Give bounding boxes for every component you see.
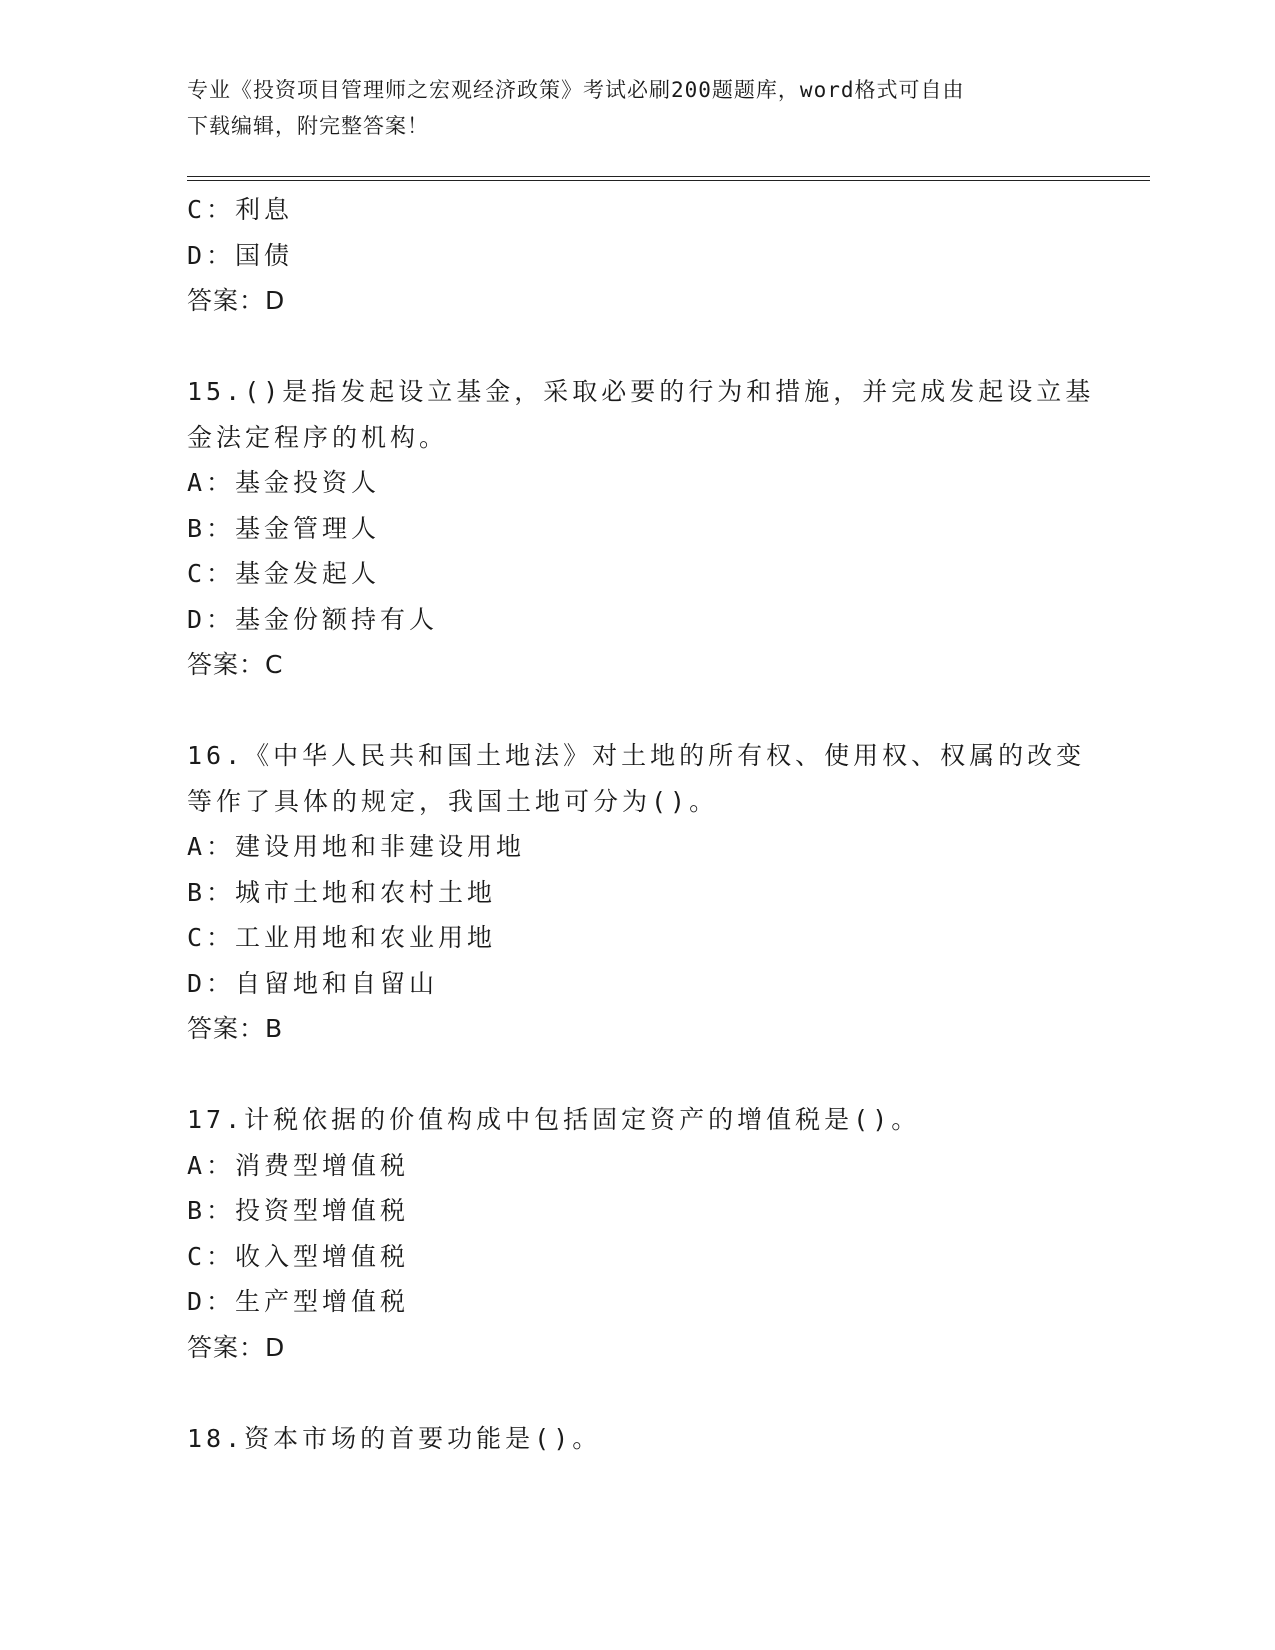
question-stem-line-2: 金法定程序的机构。 [187,422,449,452]
option-d: D：自留地和自留山 [187,968,439,998]
option-b: B：投资型增值税 [187,1196,410,1225]
option-a: A：建设用地和非建设用地 [187,832,526,861]
answer: 答案：B [187,1014,284,1043]
answer: 答案：D [187,1332,286,1362]
answer: 答案：D [187,286,286,315]
question-14-tail [187,187,1107,324]
answer: 答案：C [187,650,284,679]
option-c: C：基金发起人 [187,559,381,588]
option-a: A：基金投资人 [187,468,381,497]
option-c: C：利息 [187,195,294,224]
question-stem-line-1: 18.资本市场的首要功能是()。 [187,1423,602,1453]
header-title-line-1: 专业《投资项目管理师之宏观经济政策》考试必刷200题题库，word格式可自由 [187,78,965,102]
question-18 [187,1416,1107,1462]
question-stem-line-1: 16.《中华人民共和国土地法》对土地的所有权、使用权、权属的改变 [187,741,1086,770]
option-c: C：收入型增值税 [187,1241,410,1271]
question-stem-line-2: 等作了具体的规定，我国土地可分为()。 [187,786,719,816]
option-d: D：生产型增值税 [187,1287,410,1316]
option-b: B：基金管理人 [187,513,381,543]
question-stem-line-1: 15.()是指发起设立基金，采取必要的行为和措施，并完成发起设立基 [187,377,1095,406]
header-divider [187,176,1150,181]
option-b: B：城市土地和农村土地 [187,877,497,907]
question-list [187,187,1107,1461]
question-17 [187,1097,1107,1370]
spacer [187,1052,1107,1098]
option-d: D：国债 [187,240,294,270]
option-a: A：消费型增值税 [187,1150,410,1180]
question-stem-line-1: 17.计税依据的价值构成中包括固定资产的增值税是()。 [187,1105,921,1134]
header-title-line-2: 下载编辑，附完整答案！ [187,114,429,138]
option-c: C：工业用地和农业用地 [187,923,497,952]
spacer [187,688,1107,734]
question-16 [187,733,1107,1052]
question-15 [187,369,1107,688]
document-header [187,72,1087,144]
option-d: D：基金份额持有人 [187,604,439,634]
spacer [187,324,1107,370]
spacer [187,1370,1107,1416]
